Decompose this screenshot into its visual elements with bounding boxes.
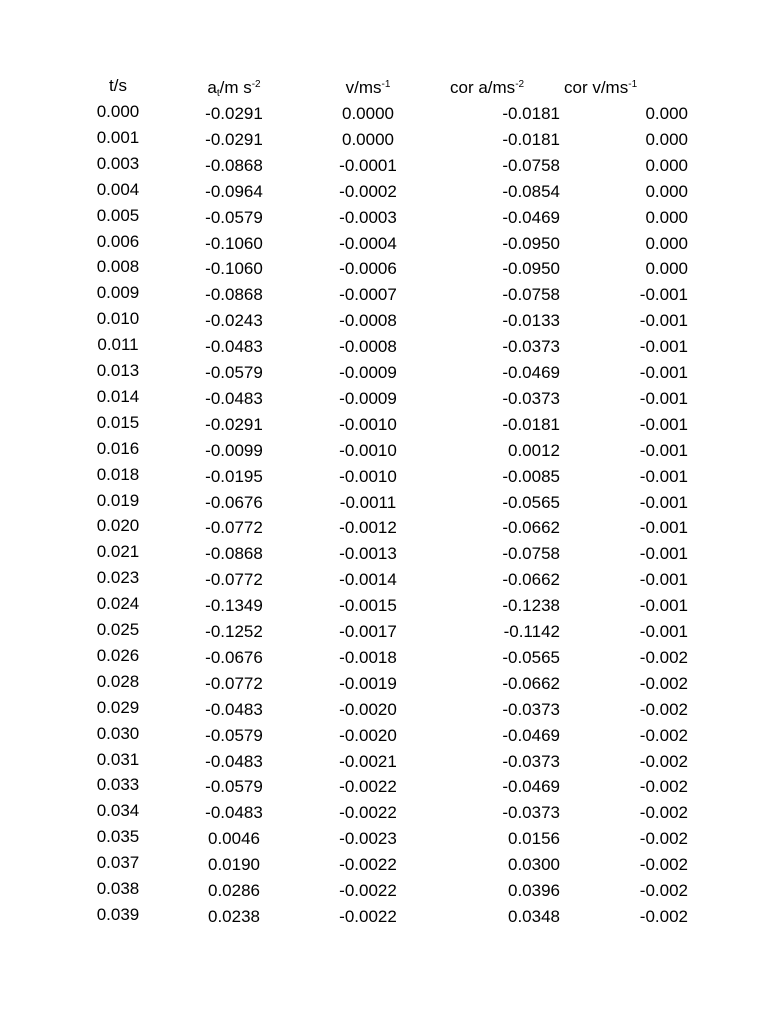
corrected-velocity-cell: -0.001 bbox=[639, 492, 688, 512]
table-row bbox=[0, 801, 768, 823]
corrected-acceleration-cell: -0.0662 bbox=[502, 518, 560, 538]
corrected-velocity-cell: -0.002 bbox=[639, 725, 688, 745]
time-cell: 0.033 bbox=[96, 775, 140, 795]
time-cell: 0.026 bbox=[96, 645, 140, 665]
corrected-acceleration-cell: -0.0565 bbox=[502, 492, 560, 512]
table-row bbox=[0, 724, 768, 746]
table-row bbox=[0, 439, 768, 461]
corrected-velocity-cell: -0.001 bbox=[639, 596, 688, 616]
header-acceleration: $a_t/m$ $s^{-2}$ bbox=[207, 78, 261, 99]
corrected-velocity-cell: -0.001 bbox=[639, 311, 688, 331]
velocity-cell: -0.0010 bbox=[339, 440, 397, 460]
corrected-acceleration-cell: 0.0396 bbox=[508, 881, 560, 900]
velocity-cell: -0.0002 bbox=[339, 181, 397, 201]
corrected-velocity-cell: -0.002 bbox=[639, 829, 688, 849]
table-row bbox=[0, 516, 768, 538]
velocity-cell: -0.0015 bbox=[339, 596, 397, 616]
corrected-acceleration-cell: -0.0854 bbox=[502, 181, 560, 201]
table-row bbox=[0, 827, 768, 849]
header-velocity: $v/ms^{-1}$ bbox=[345, 78, 391, 97]
corrected-acceleration-cell: -0.0950 bbox=[502, 259, 560, 279]
acceleration-cell: -0.0291 bbox=[205, 414, 263, 434]
table-row bbox=[0, 232, 768, 254]
header-row bbox=[0, 76, 768, 100]
corrected-velocity-cell: 0.000 bbox=[645, 104, 688, 123]
corrected-velocity-cell: -0.001 bbox=[639, 622, 688, 641]
acceleration-cell: -0.0243 bbox=[205, 311, 263, 331]
acceleration-cell: -0.1060 bbox=[205, 233, 263, 253]
time-cell: 0.031 bbox=[96, 749, 140, 769]
velocity-cell: -0.0012 bbox=[339, 518, 397, 538]
time-cell: 0.030 bbox=[96, 723, 140, 743]
table-row bbox=[0, 283, 768, 305]
time-cell: 0.038 bbox=[96, 879, 140, 898]
acceleration-cell: -0.0483 bbox=[205, 803, 263, 823]
corrected-acceleration-cell: 0.0348 bbox=[508, 906, 560, 926]
corrected-velocity-cell: -0.001 bbox=[639, 466, 688, 486]
corrected-acceleration-cell: -0.0758 bbox=[502, 155, 560, 175]
table-row bbox=[0, 646, 768, 668]
corrected-acceleration-cell: -0.1142 bbox=[503, 622, 560, 641]
time-cell: 0.009 bbox=[96, 283, 140, 303]
acceleration-cell: -0.0772 bbox=[205, 570, 263, 590]
corrected-acceleration-cell: -0.0565 bbox=[502, 647, 560, 667]
corrected-velocity-cell: -0.001 bbox=[639, 363, 688, 382]
velocity-cell: -0.0022 bbox=[339, 881, 397, 900]
time-cell: 0.024 bbox=[96, 594, 140, 614]
time-cell: 0.029 bbox=[96, 697, 140, 717]
time-cell: 0.034 bbox=[96, 801, 140, 821]
acceleration-cell: -0.0099 bbox=[205, 440, 263, 460]
corrected-velocity-cell: -0.001 bbox=[639, 544, 688, 564]
velocity-cell: -0.0011 bbox=[339, 492, 397, 512]
velocity-cell: -0.0021 bbox=[339, 751, 397, 771]
acceleration-cell: -0.0291 bbox=[205, 129, 263, 149]
time-cell: 0.018 bbox=[96, 464, 140, 484]
corrected-velocity-cell: -0.002 bbox=[639, 777, 688, 797]
time-cell: 0.006 bbox=[96, 231, 140, 251]
corrected-velocity-cell: -0.002 bbox=[639, 881, 688, 900]
table-row bbox=[0, 335, 768, 357]
header-corrected-velocity: cor $v/ms^{-1}$ bbox=[564, 78, 638, 97]
time-cell: 0.001 bbox=[96, 127, 140, 147]
corrected-acceleration-cell: -0.0758 bbox=[502, 285, 560, 305]
velocity-cell: -0.0007 bbox=[339, 285, 397, 305]
velocity-cell: -0.0018 bbox=[339, 647, 397, 667]
table-row bbox=[0, 672, 768, 694]
corrected-velocity-cell: -0.002 bbox=[639, 906, 688, 926]
time-cell: 0.019 bbox=[96, 490, 140, 510]
acceleration-cell: -0.0772 bbox=[205, 673, 263, 693]
velocity-cell: -0.0022 bbox=[339, 777, 397, 797]
corrected-velocity-cell: -0.001 bbox=[639, 440, 688, 460]
corrected-acceleration-cell: -0.0950 bbox=[502, 233, 560, 253]
table-row bbox=[0, 387, 768, 409]
acceleration-cell: -0.0579 bbox=[205, 725, 263, 745]
velocity-cell: -0.0023 bbox=[339, 829, 397, 849]
velocity-cell: -0.0013 bbox=[339, 544, 397, 564]
velocity-cell: -0.0001 bbox=[339, 155, 397, 175]
acceleration-cell: -0.0579 bbox=[205, 207, 263, 227]
table-row bbox=[0, 879, 768, 901]
acceleration-cell: -0.1349 bbox=[205, 596, 263, 616]
corrected-acceleration-cell: 0.0156 bbox=[508, 829, 560, 849]
corrected-velocity-cell: 0.000 bbox=[645, 233, 688, 253]
corrected-acceleration-cell: -0.0758 bbox=[502, 544, 560, 564]
acceleration-cell: -0.0291 bbox=[205, 104, 263, 123]
corrected-acceleration-cell: -0.0662 bbox=[502, 673, 560, 693]
table-row bbox=[0, 905, 768, 927]
table-row bbox=[0, 620, 768, 642]
corrected-acceleration-cell: -0.0469 bbox=[502, 777, 560, 797]
header-corrected-acceleration: cor $a/ms^{-2}$ bbox=[450, 78, 525, 97]
table-row bbox=[0, 568, 768, 590]
acceleration-cell: -0.0868 bbox=[205, 155, 263, 175]
acceleration-cell: -0.0579 bbox=[205, 363, 263, 382]
time-cell: 0.021 bbox=[96, 542, 140, 562]
time-cell: 0.013 bbox=[96, 361, 140, 380]
table-row bbox=[0, 206, 768, 228]
time-cell: 0.025 bbox=[96, 620, 140, 639]
corrected-acceleration-cell: -0.0469 bbox=[502, 207, 560, 227]
corrected-acceleration-cell: -0.0373 bbox=[502, 803, 560, 823]
velocity-cell: -0.0014 bbox=[339, 570, 397, 590]
time-cell: 0.015 bbox=[96, 412, 140, 432]
corrected-acceleration-cell: -0.0373 bbox=[502, 699, 560, 719]
acceleration-cell: -0.0676 bbox=[205, 647, 263, 667]
acceleration-cell: -0.0868 bbox=[205, 544, 263, 564]
table-row bbox=[0, 698, 768, 720]
velocity-cell: -0.0009 bbox=[339, 363, 397, 382]
acceleration-cell: -0.0579 bbox=[205, 777, 263, 797]
corrected-velocity-cell: -0.002 bbox=[639, 803, 688, 823]
time-cell: 0.020 bbox=[96, 516, 140, 536]
header-time: t/s bbox=[109, 76, 127, 95]
table-row bbox=[0, 491, 768, 513]
acceleration-cell: -0.0483 bbox=[205, 337, 263, 357]
table-row bbox=[0, 775, 768, 797]
time-cell: 0.008 bbox=[96, 257, 140, 277]
velocity-cell: -0.0022 bbox=[339, 803, 397, 823]
corrected-velocity-cell: -0.001 bbox=[639, 414, 688, 434]
table-row bbox=[0, 102, 768, 124]
acceleration-cell: -0.1252 bbox=[205, 622, 263, 641]
corrected-velocity-cell: 0.000 bbox=[645, 207, 688, 227]
velocity-cell: -0.0003 bbox=[339, 207, 397, 227]
corrected-velocity-cell: -0.001 bbox=[639, 285, 688, 305]
time-cell: 0.005 bbox=[96, 205, 140, 225]
acceleration-cell: -0.0868 bbox=[205, 285, 263, 305]
corrected-velocity-cell: -0.001 bbox=[639, 570, 688, 590]
time-cell: 0.028 bbox=[96, 671, 140, 691]
corrected-acceleration-cell: -0.0373 bbox=[502, 388, 560, 408]
time-cell: 0.039 bbox=[96, 904, 140, 924]
corrected-acceleration-cell: -0.0373 bbox=[502, 751, 560, 771]
velocity-cell: -0.0008 bbox=[339, 311, 397, 331]
velocity-cell: -0.0019 bbox=[339, 673, 397, 693]
velocity-cell: -0.0017 bbox=[339, 622, 397, 641]
table-row bbox=[0, 154, 768, 176]
corrected-velocity-cell: -0.001 bbox=[639, 388, 688, 408]
corrected-acceleration-cell: -0.0181 bbox=[502, 129, 560, 149]
acceleration-cell: -0.0195 bbox=[205, 466, 263, 486]
corrected-velocity-cell: -0.002 bbox=[639, 647, 688, 667]
acceleration-cell: -0.0483 bbox=[205, 699, 263, 719]
velocity-cell: -0.0009 bbox=[339, 388, 397, 408]
velocity-cell: -0.0022 bbox=[339, 906, 397, 926]
velocity-cell: -0.0006 bbox=[339, 259, 397, 279]
corrected-velocity-cell: -0.002 bbox=[639, 699, 688, 719]
table-row bbox=[0, 465, 768, 487]
corrected-velocity-cell: 0.000 bbox=[645, 155, 688, 175]
velocity-cell: -0.0010 bbox=[339, 466, 397, 486]
acceleration-cell: -0.0676 bbox=[205, 492, 263, 512]
corrected-acceleration-cell: -0.1238 bbox=[502, 596, 560, 616]
table-row bbox=[0, 257, 768, 279]
time-cell: 0.035 bbox=[96, 827, 140, 847]
corrected-acceleration-cell: -0.0181 bbox=[502, 414, 560, 434]
corrected-acceleration-cell: -0.0469 bbox=[502, 363, 560, 382]
corrected-velocity-cell: -0.002 bbox=[639, 855, 688, 875]
table-row bbox=[0, 128, 768, 150]
time-cell: 0.016 bbox=[96, 438, 140, 458]
velocity-cell: -0.0020 bbox=[339, 725, 397, 745]
table-row bbox=[0, 180, 768, 202]
acceleration-cell: 0.0046 bbox=[208, 829, 260, 849]
acceleration-cell: -0.0483 bbox=[205, 388, 263, 408]
table-row bbox=[0, 594, 768, 616]
time-cell: 0.000 bbox=[96, 102, 140, 121]
acceleration-cell: -0.0772 bbox=[205, 518, 263, 538]
table-row bbox=[0, 750, 768, 772]
acceleration-cell: 0.0238 bbox=[208, 906, 260, 926]
corrected-velocity-cell: -0.001 bbox=[639, 518, 688, 538]
corrected-velocity-cell: -0.002 bbox=[639, 751, 688, 771]
time-cell: 0.003 bbox=[96, 153, 140, 173]
time-cell: 0.014 bbox=[96, 386, 140, 406]
corrected-acceleration-cell: -0.0373 bbox=[502, 337, 560, 357]
acceleration-cell: -0.1060 bbox=[205, 259, 263, 279]
table-row bbox=[0, 309, 768, 331]
table-row bbox=[0, 542, 768, 564]
acceleration-cell: -0.0483 bbox=[205, 751, 263, 771]
time-cell: 0.010 bbox=[96, 309, 140, 329]
corrected-acceleration-cell: -0.0085 bbox=[502, 466, 560, 486]
time-cell: 0.023 bbox=[96, 568, 140, 588]
velocity-cell: -0.0020 bbox=[339, 699, 397, 719]
corrected-acceleration-cell: 0.0300 bbox=[508, 855, 560, 875]
corrected-acceleration-cell: -0.0133 bbox=[502, 311, 560, 331]
corrected-acceleration-cell: -0.0181 bbox=[502, 104, 560, 123]
corrected-velocity-cell: -0.002 bbox=[639, 673, 688, 693]
velocity-cell: -0.0004 bbox=[339, 233, 397, 253]
time-cell: 0.037 bbox=[96, 853, 140, 873]
table-row bbox=[0, 413, 768, 435]
velocity-cell: -0.0008 bbox=[339, 337, 397, 357]
acceleration-cell: -0.0964 bbox=[205, 181, 263, 201]
time-cell: 0.004 bbox=[96, 179, 140, 199]
corrected-velocity-cell: 0.000 bbox=[645, 259, 688, 279]
corrected-velocity-cell: -0.001 bbox=[639, 337, 688, 357]
time-cell: 0.011 bbox=[97, 335, 139, 355]
velocity-cell: -0.0022 bbox=[339, 855, 397, 875]
corrected-acceleration-cell: 0.0012 bbox=[508, 440, 560, 460]
acceleration-cell: 0.0286 bbox=[208, 881, 260, 900]
velocity-cell: -0.0010 bbox=[339, 414, 397, 434]
table-row bbox=[0, 361, 768, 383]
velocity-cell: 0.0000 bbox=[342, 129, 394, 149]
acceleration-cell: 0.0190 bbox=[208, 855, 260, 875]
corrected-acceleration-cell: -0.0469 bbox=[502, 725, 560, 745]
table-row bbox=[0, 853, 768, 875]
corrected-velocity-cell: 0.000 bbox=[645, 129, 688, 149]
corrected-acceleration-cell: -0.0662 bbox=[502, 570, 560, 590]
velocity-cell: 0.0000 bbox=[342, 104, 394, 123]
corrected-velocity-cell: 0.000 bbox=[645, 181, 688, 201]
